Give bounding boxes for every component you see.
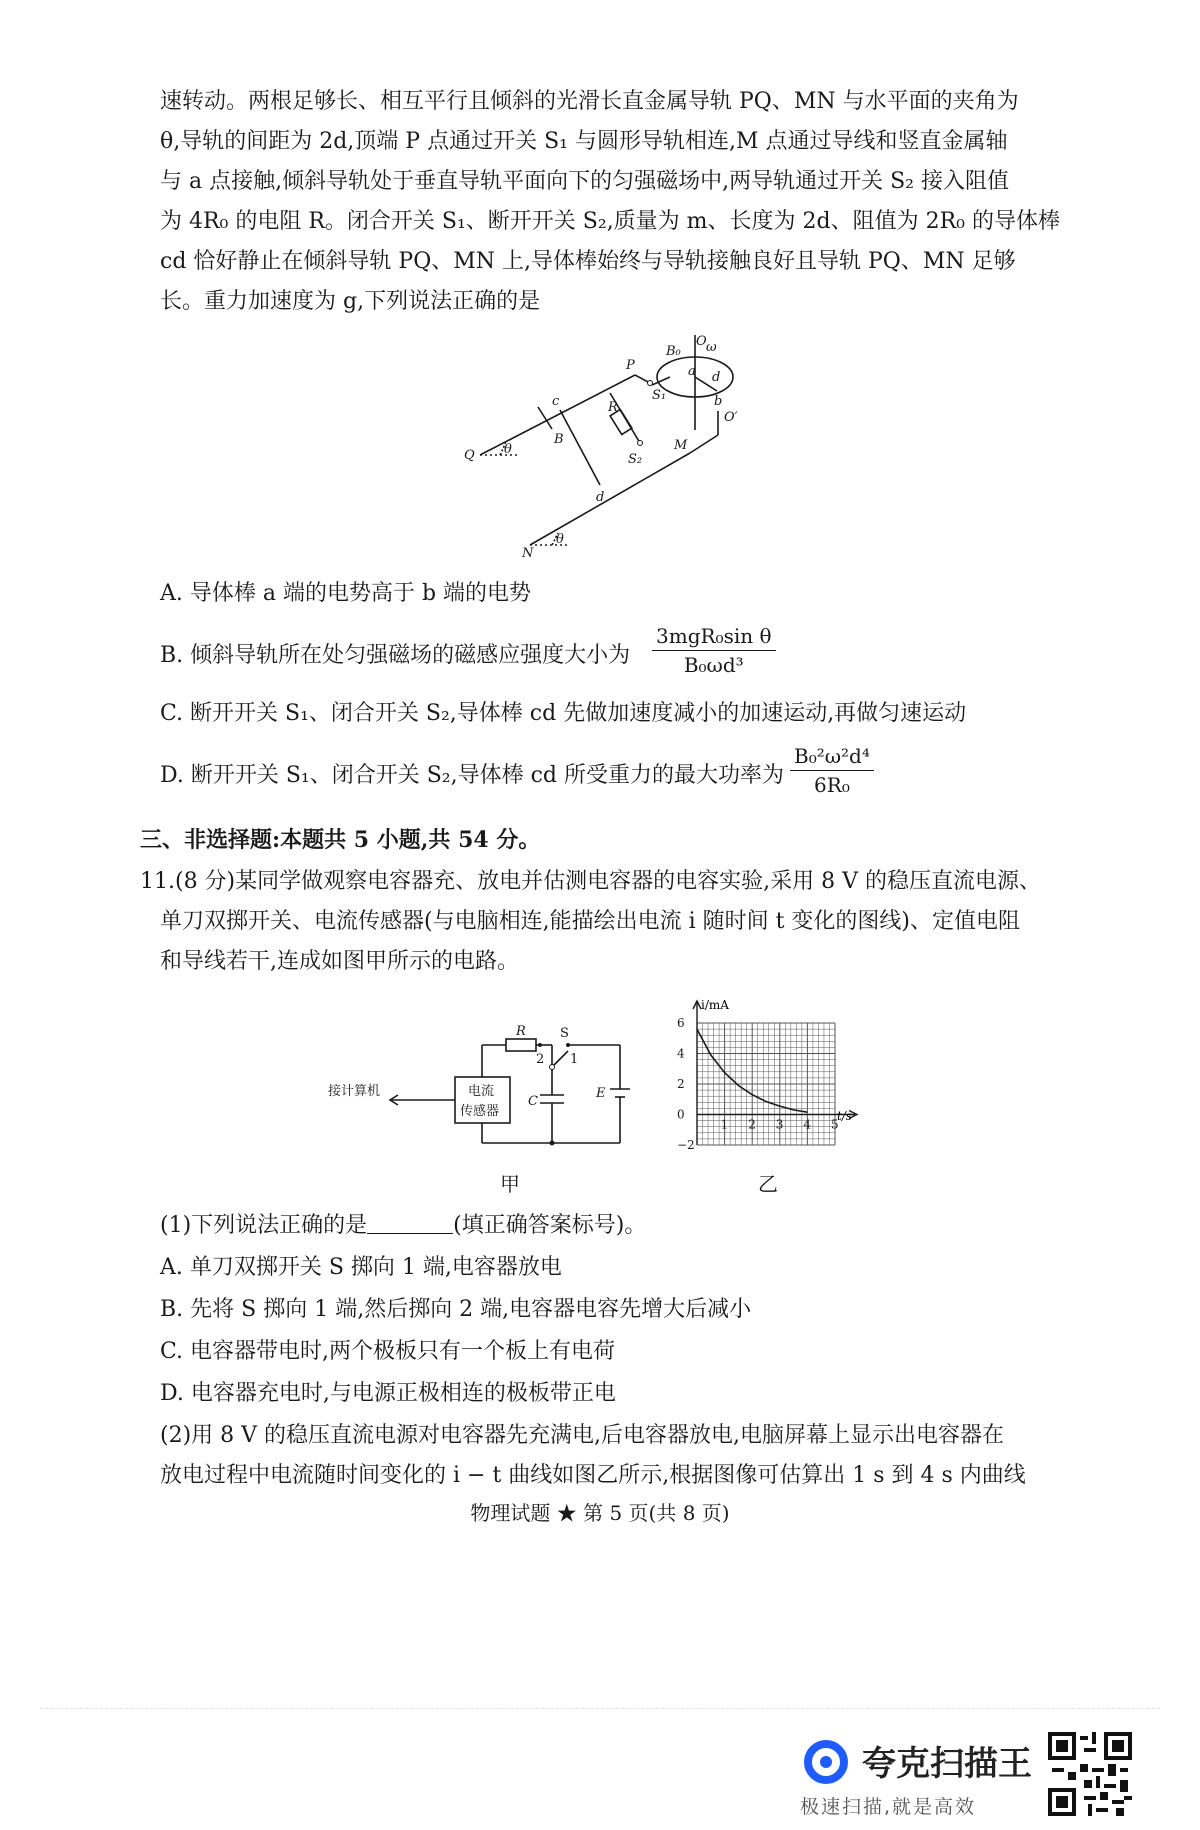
graph-xlabel: t/s (837, 1109, 853, 1123)
label-O: O (696, 334, 707, 349)
q10-line-2: θ,导轨的间距为 2d,顶端 P 点通过开关 S₁ 与圆形导轨相连,M 点通过导线和竖直金属轴 (160, 129, 1008, 154)
circuit-caption: 甲 (500, 1172, 520, 1196)
q11-line-1: 11.(8 分)某同学做观察电容器充、放电并估测电容器的电容实验,采用 8 V 的稳压直流电源、 (140, 869, 1042, 894)
label-B: B (554, 432, 564, 447)
label-M: M (674, 438, 688, 453)
q11-option-b: B. 先将 S 掷向 1 端,然后掷向 2 端,电容器电容先增大后减小 (160, 1297, 752, 1322)
circuit-S-label: S (560, 1026, 569, 1041)
q10-option-d: D. 断开开关 S₁、闭合开关 S₂,导体棒 cd 所受重力的最大功率为 (160, 763, 784, 788)
circuit-sensor-label-1: 电流 (468, 1084, 495, 1099)
q10-line-4: 为 4R₀ 的电阻 R。闭合开关 S₁、断开开关 S₂,质量为 m、长度为 2d、阻值为 2R₀ 的导体棒 (160, 209, 1060, 234)
watermark-subtitle: 极速扫描,就是高效 (800, 1796, 977, 1818)
q11-option-d: D. 电容器充电时,与电源正极相连的极板带正电 (160, 1381, 616, 1406)
q11-part2-line-2: 放电过程中电流随时间变化的 i − t 曲线如图乙所示,根据图像可估算出 1 s 到 4 s 内曲线 (160, 1463, 1026, 1488)
q11-part2-line-1: (2)用 8 V 的稳压直流电源对电容器先充满电,后电容器放电,电脑屏幕上显示出电容器在 (160, 1423, 1005, 1448)
x-tick-label: 5 (831, 1117, 839, 1132)
y-tick-label: 0 (677, 1107, 685, 1122)
qr-code-icon (1048, 1732, 1132, 1816)
q11-option-a: A. 单刀双掷开关 S 掷向 1 端,电容器放电 (160, 1255, 562, 1280)
quark-logo-icon (800, 1736, 852, 1788)
label-d-disc: d (712, 370, 721, 385)
watermark (800, 1732, 1130, 1822)
label-N: N (522, 546, 534, 561)
x-tick-label: 1 (720, 1117, 729, 1132)
label-P: P (626, 358, 635, 373)
q11-option-c: C. 电容器带电时,两个极板只有一个板上有电荷 (160, 1339, 616, 1364)
circuit-sensor-label-2: 传感器 (460, 1104, 500, 1119)
q11-part1-prompt-after: (填正确答案标号)。 (453, 1213, 647, 1238)
circuit-computer-label: 接计算机 (328, 1084, 381, 1099)
label-S1: S₁ (652, 388, 667, 403)
label-S2: S₂ (628, 452, 643, 467)
label-b: b (714, 394, 723, 409)
label-omega: ω (706, 340, 717, 355)
divider (40, 1708, 1160, 1709)
section-3-heading: 三、非选择题:本题共 5 小题,共 54 分。 (140, 827, 541, 853)
label-B0: B₀ (666, 344, 681, 359)
q10-option-b-denominator: B₀ωd³ (683, 653, 744, 677)
q10-line-6: 长。重力加速度为 g,下列说法正确的是 (160, 289, 541, 314)
label-theta-1: θ (504, 442, 512, 457)
label-d-rod: d (596, 490, 605, 505)
label-c: c (552, 394, 560, 409)
q10-option-d-numerator: B₀²ω²d⁴ (790, 742, 874, 771)
q10-option-b-fraction (652, 622, 776, 679)
it-graph (665, 995, 865, 1170)
x-tick-label: 3 (775, 1117, 784, 1132)
answer-blank[interactable] (367, 1211, 453, 1234)
q10-line-1: 速转动。两根足够长、相互平行且倾斜的光滑长直金属导轨 PQ、MN 与水平面的夹角为 (160, 89, 1019, 114)
page-footer: 物理试题 ★ 第 5 页(共 8 页) (470, 1501, 730, 1525)
label-Oprime: O′ (724, 410, 738, 425)
q10-option-d-fraction (790, 742, 874, 799)
q11-line-2: 单刀双掷开关、电流传感器(与电脑相连,能描绘出电流 i 随时间 t 变化的图线)、定值电阻 (160, 909, 1021, 934)
watermark-title: 夸克扫描王 (862, 1744, 1032, 1784)
label-R: R (608, 400, 618, 415)
y-tick-label: −2 (677, 1138, 695, 1152)
q10-option-a: A. 导体棒 a 端的电势高于 b 端的电势 (160, 581, 532, 606)
label-Q: Q (464, 448, 475, 463)
x-tick-label: 4 (803, 1117, 812, 1132)
q10-option-d-denominator: 6R₀ (814, 773, 850, 797)
circuit-E-label: E (596, 1086, 606, 1101)
label-a: a (688, 364, 696, 379)
circuit-pos2-label: 2 (536, 1052, 545, 1067)
q10-option-b-numerator: 3mgR₀sin θ (652, 622, 776, 651)
y-tick-label: 4 (677, 1046, 685, 1061)
label-theta-2: θ (556, 532, 564, 547)
circuit-C-label: C (528, 1094, 538, 1109)
circuit-R-label: R (516, 1024, 526, 1039)
q11-line-3: 和导线若干,连成如图甲所示的电路。 (160, 949, 519, 974)
q10-line-3: 与 a 点接触,倾斜导轨处于垂直导轨平面向下的匀强磁场中,两导轨通过开关 S₂ 接入阻值 (160, 169, 1009, 194)
x-tick-label: 2 (748, 1117, 756, 1132)
q10-line-5: cd 恰好静止在倾斜导轨 PQ、MN 上,导体棒始终与导轨接触良好且导轨 PQ、MN 足够 (160, 249, 1016, 274)
q11-part1-prompt (160, 1210, 646, 1242)
q10-figure (460, 335, 800, 565)
y-tick-label: 6 (677, 1016, 685, 1030)
circuit-diagram (328, 1024, 650, 1170)
circuit-pos1-label: 1 (570, 1052, 579, 1067)
graph-caption: 乙 (758, 1172, 778, 1196)
y-tick-label: 2 (677, 1077, 685, 1091)
q11-part1-prompt-before: (1)下列说法正确的是 (160, 1213, 368, 1238)
graph-ylabel: i/mA (701, 998, 729, 1012)
q10-option-c: C. 断开开关 S₁、闭合开关 S₂,导体棒 cd 先做加速度减小的加速运动,再做匀速运动 (160, 701, 967, 726)
q10-option-b: B. 倾斜导轨所在处匀强磁场的磁感应强度大小为 (160, 643, 631, 668)
